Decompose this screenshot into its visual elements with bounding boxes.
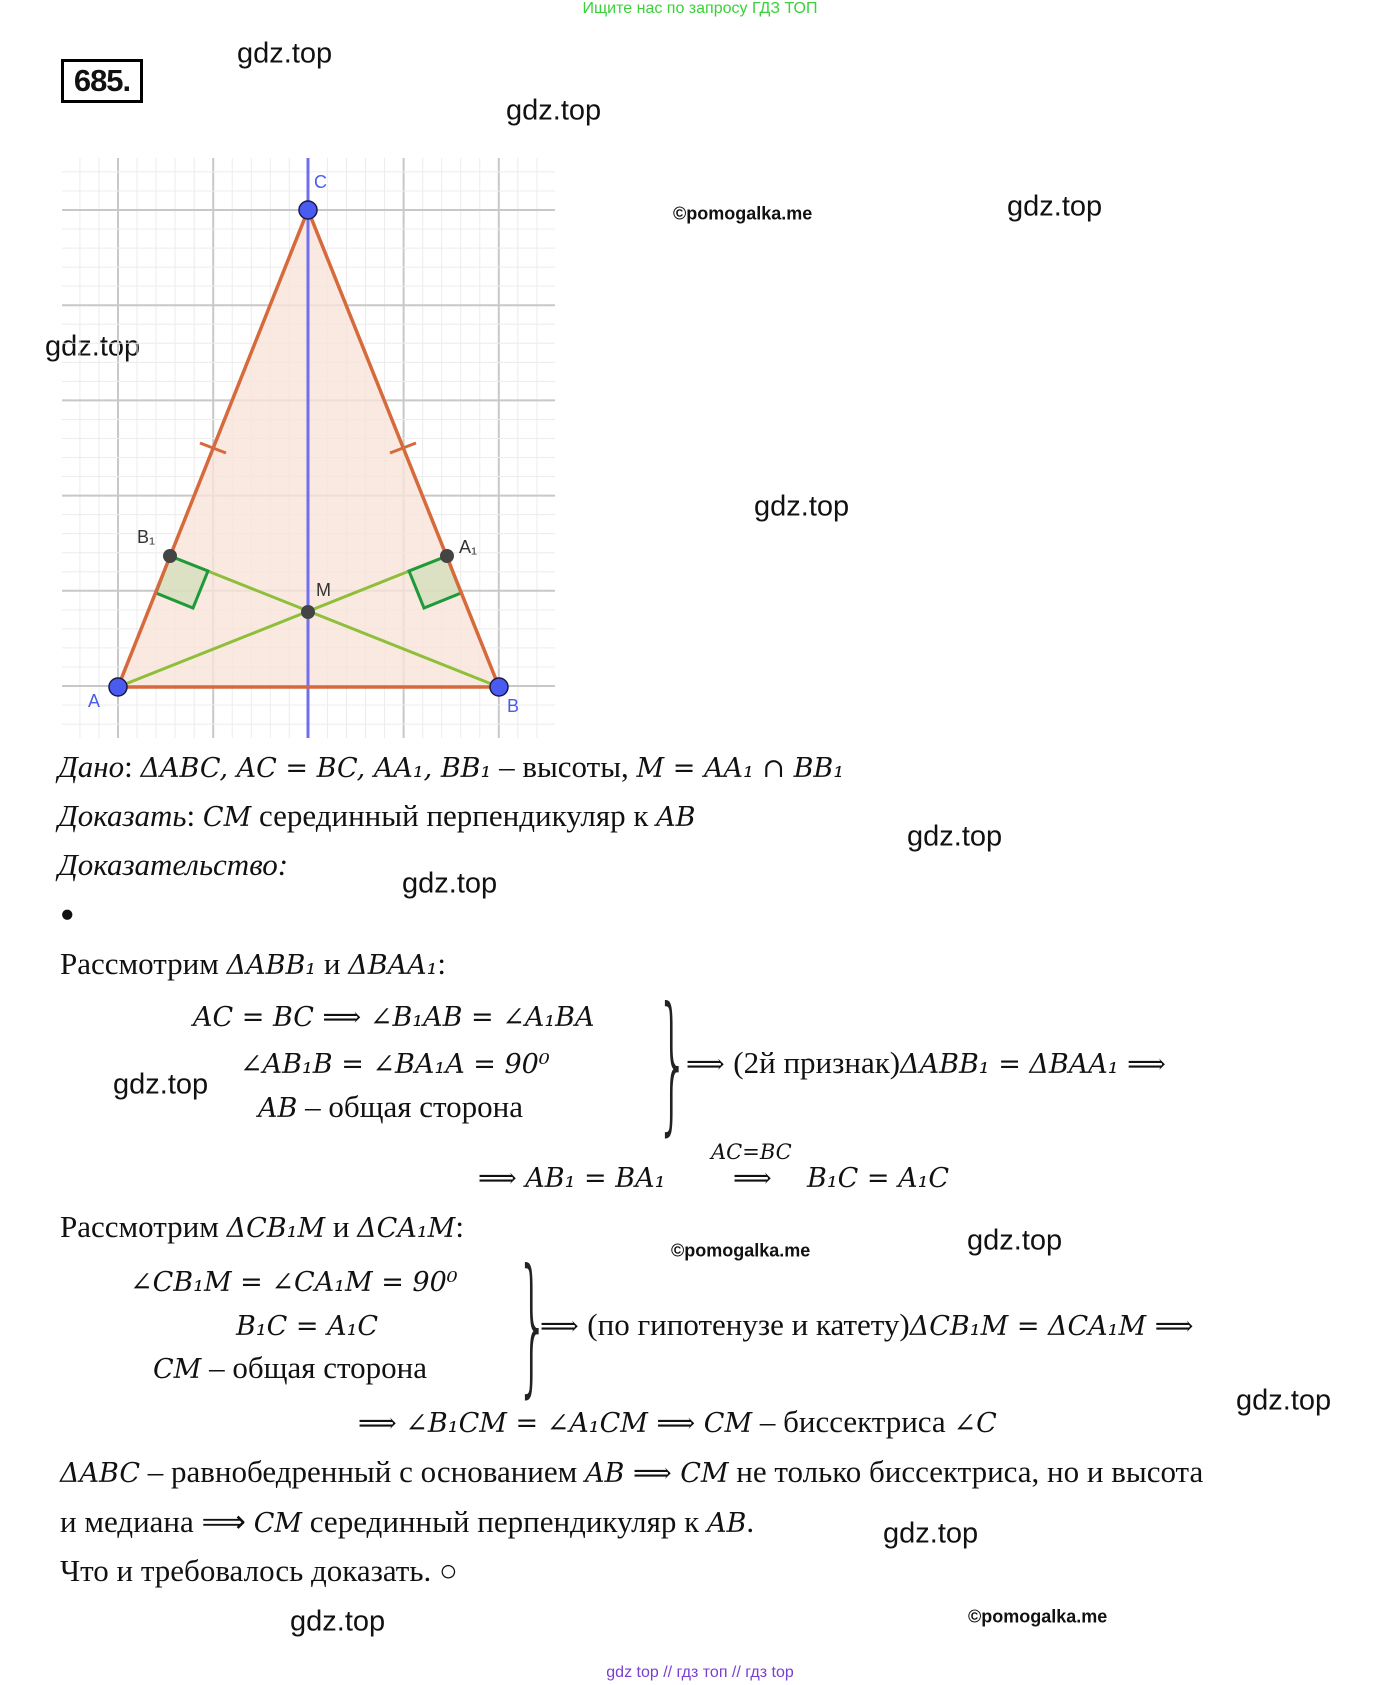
math-expression: AC = BC ⟹ ∠B₁AB = ∠A₁BA xyxy=(193,1002,595,1033)
math-expression: ΔBAA₁ xyxy=(348,950,438,981)
math-expression: ∠C xyxy=(953,1408,997,1439)
line2-a xyxy=(478,1159,665,1195)
text-segment: Доказать xyxy=(58,798,187,833)
point-A xyxy=(109,678,127,696)
math-expression: CM xyxy=(253,1508,303,1539)
text-segment: ● xyxy=(60,901,75,928)
text-segment: – равнобедренный с основанием xyxy=(140,1454,586,1489)
point-B1 xyxy=(163,549,177,563)
system-brace: } xyxy=(656,976,690,1150)
point-A1 xyxy=(440,549,454,563)
line2-b xyxy=(733,1159,772,1195)
system2-line-c xyxy=(153,1350,427,1386)
label-A: A xyxy=(88,691,101,711)
text-segment: (по гипотенузе и катету) xyxy=(587,1307,910,1342)
bullet xyxy=(60,902,75,929)
conclusion-2 xyxy=(540,1307,1193,1343)
watermark: gdz.top xyxy=(506,94,602,127)
watermark: gdz.top xyxy=(290,1605,386,1638)
math-expression: ⟹ ∠B₁CM = ∠A₁CM ⟹ CM xyxy=(358,1408,753,1439)
math-expression: B₁C = A₁C xyxy=(236,1311,379,1342)
label-B: B xyxy=(507,696,520,716)
text-segment: серединный перпендикуляр к xyxy=(251,798,657,833)
line6 xyxy=(60,1553,458,1589)
math-expression: ΔCB₁M xyxy=(226,1213,326,1244)
label-A1: A₁ xyxy=(459,537,478,557)
math-expression: ⟹ AB₁ = BA₁ xyxy=(478,1163,666,1194)
math-expression: AB xyxy=(656,802,696,833)
line3 xyxy=(358,1404,997,1440)
text-segment: : xyxy=(186,798,203,833)
text-segment: (2й признак) xyxy=(733,1045,901,1080)
text-segment: Рассмотрим xyxy=(60,946,227,981)
text-segment: Что и требовалось доказать. ○ xyxy=(60,1553,458,1588)
label-M: M xyxy=(316,580,331,600)
watermark: gdz.top xyxy=(1007,190,1103,223)
math-expression: ⟹ xyxy=(686,1049,734,1080)
text-segment: – общая сторона xyxy=(297,1089,524,1124)
label-B1: B₁ xyxy=(137,527,156,547)
system1-line-b xyxy=(240,1045,550,1081)
math-expression: ΔABC xyxy=(60,1458,140,1489)
text-segment: . xyxy=(746,1504,755,1539)
system2-line-a xyxy=(130,1263,458,1299)
math-expression: ⟹ xyxy=(540,1311,588,1342)
math-expression: CM xyxy=(202,802,252,833)
consider-line-1 xyxy=(60,946,446,982)
point-M xyxy=(301,605,315,619)
math-expression: M = AA₁ ∩ BB₁ xyxy=(636,753,845,784)
text-segment: – биссектриса xyxy=(752,1404,954,1439)
math-expression: ΔABB₁ xyxy=(226,950,317,981)
text-segment: Дано xyxy=(58,749,125,784)
copyright-mark: ©pomogalka.me xyxy=(968,1606,1108,1627)
consider-line-2 xyxy=(60,1209,464,1245)
text-segment: и xyxy=(325,1209,358,1244)
math-expression: ∠AB₁B = ∠BA₁A = 90⁰ xyxy=(240,1049,550,1080)
prove-line xyxy=(58,798,696,834)
system-brace: } xyxy=(516,1238,550,1412)
watermark: gdz.top xyxy=(237,37,333,70)
math-expression: ⟹ xyxy=(733,1163,772,1194)
system1-line-c xyxy=(258,1089,523,1125)
text-segment: не только биссектриса, но и высота xyxy=(728,1454,1204,1489)
proof-heading xyxy=(58,847,288,883)
math-expression: AB xyxy=(258,1093,298,1124)
math-expression: CM xyxy=(153,1354,202,1385)
watermark: gdz.top xyxy=(883,1517,979,1550)
text-segment: – высоты, xyxy=(491,749,637,784)
triangle-figure xyxy=(0,0,600,760)
system1-line-a xyxy=(193,998,595,1034)
math-expression: B₁C = A₁C xyxy=(807,1163,950,1194)
math-expression: ∠CB₁M = ∠CA₁M = 90⁰ xyxy=(130,1267,458,1298)
conclusion-1 xyxy=(686,1045,1166,1081)
text-segment: : xyxy=(437,946,447,981)
math-expression: ΔABB₁ = ΔBAA₁ ⟹ xyxy=(900,1049,1166,1080)
text-segment: и xyxy=(316,946,349,981)
text-segment: серединный перпендикуляр к xyxy=(302,1504,707,1539)
math-expression: AB xyxy=(706,1508,747,1539)
over-arrow-label: AC=BC xyxy=(711,1140,792,1164)
watermark: gdz.top xyxy=(754,490,850,523)
line2-c xyxy=(807,1159,949,1195)
text-segment: Рассмотрим xyxy=(60,1209,227,1244)
text-segment: и медиана ⟹ xyxy=(60,1504,254,1539)
math-expression: ΔCA₁M xyxy=(357,1213,456,1244)
text-segment: : xyxy=(455,1209,464,1244)
problem-number: 685. xyxy=(61,59,143,103)
text-segment: : xyxy=(124,749,141,784)
footer-links[interactable]: gdz top // гдз топ // гдз top xyxy=(606,1664,794,1681)
math-expression: ΔABC, AC = BC, AA₁, BB₁ xyxy=(140,753,492,784)
watermark: gdz.top xyxy=(907,820,1003,853)
watermark: gdz.top xyxy=(1236,1384,1332,1417)
math-expression: AB ⟹ CM xyxy=(585,1458,729,1489)
label-C: C xyxy=(314,172,327,192)
watermark: gdz.top xyxy=(45,330,141,363)
watermark: gdz.top xyxy=(402,867,498,900)
given-line xyxy=(58,749,844,785)
copyright-mark: ©pomogalka.me xyxy=(673,203,813,224)
text-segment: – общая сторона xyxy=(201,1350,427,1385)
search-banner[interactable]: Ищите нас по запросу ГДЗ ТОП xyxy=(582,0,818,17)
math-expression: ΔCB₁M = ΔCA₁M ⟹ xyxy=(909,1311,1194,1342)
copyright-mark: ©pomogalka.me xyxy=(671,1240,811,1261)
text-segment: Доказательство: xyxy=(58,847,289,882)
point-B xyxy=(490,678,508,696)
line5 xyxy=(60,1504,754,1540)
line4 xyxy=(60,1454,1203,1490)
watermark: gdz.top xyxy=(113,1068,209,1101)
watermark: gdz.top xyxy=(967,1224,1063,1257)
point-C xyxy=(299,201,317,219)
system2-line-b xyxy=(236,1307,378,1343)
